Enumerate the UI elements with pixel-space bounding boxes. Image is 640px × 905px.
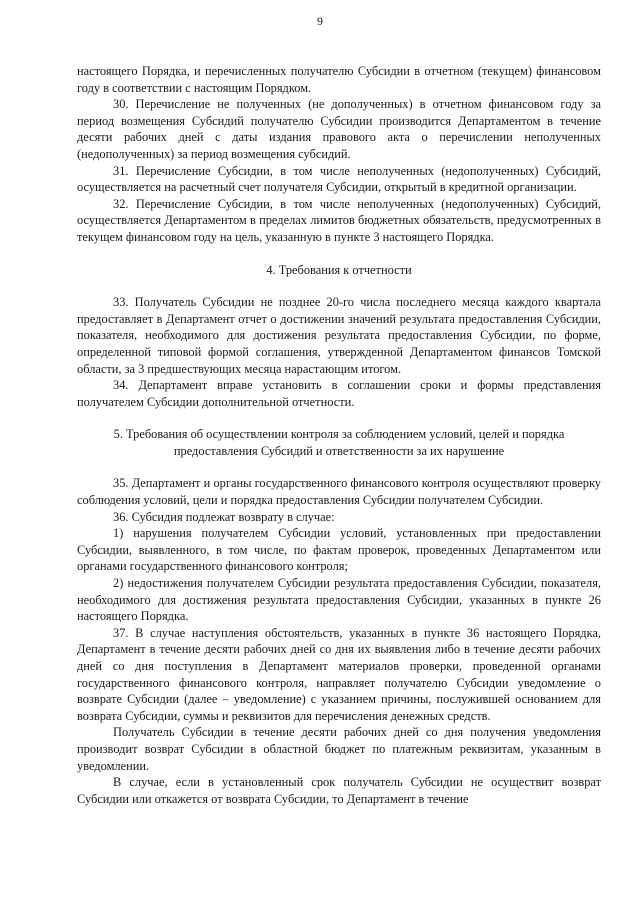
paragraph-33: 33. Получатель Субсидии не позднее 20-го числа последнего месяца каждого квартала предоставляет в Департамент отчет о достижении значений результата предоставления Субсидии, показателя, необходимого для достижения результата предоставления Субсидии, по форме, определенной типовой формой соглашения, утвержденной Департаментом финансов Томской области, за 3 предшествующих месяца нарастающим итогом. (77, 295, 601, 376)
paragraph-37: 37. В случае наступления обстоятельств, указанных в пункте 36 настоящего Порядка, Департамент в течение десяти рабочих дней со дня их выявления либо в течение десяти рабочих дней со дня поступления в Департамент материалов проверки, проведенной органами государственного финансового контроля, направляет получателю Субсидии уведомление о возврате Субсидии (далее – уведомление) с указанием причины, послужившей основанием для возврата Субсидии, суммы и реквизитов для перечисления денежных средств. (77, 625, 601, 723)
section-5-heading-line-2: предоставления Субсидий и ответственности за их нарушение (173, 443, 505, 458)
page-number: 9 (317, 14, 323, 28)
document-body (77, 63, 601, 807)
section-4-heading: 4. Требования к отчетности (266, 262, 412, 277)
paragraph-36-item-1: 1) нарушения получателем Субсидии условий, установленных при предоставлении Субсидии, выявленного, в том числе, по фактам проверок, проведенных Департаментом или органами государственного финансового контроля; (77, 526, 601, 574)
paragraph-37-return: Получатель Субсидии в течение десяти рабочих дней со дня получения уведомления производит возврат Субсидии в областной бюджет по платежным реквизитам, указанным в уведомлении. (77, 725, 601, 773)
paragraph-34: 34. Департамент вправе установить в соглашении сроки и формы представления получателем Субсидии дополнительной отчетности. (77, 378, 601, 409)
paragraph-37-refusal: В случае, если в установленный срок получатель Субсидии не осуществит возврат Субсидии или откажется от возврата Субсидии, то Департамент в течение (77, 775, 601, 806)
paragraph-continuation: настоящего Порядка, и перечисленных получателю Субсидии в отчетном (текущем) финансовом году в соответствии с настоящим Порядком. (77, 64, 601, 95)
section-5-heading (77, 426, 601, 459)
paragraph-32: 32. Перечисление Субсидии, в том числе неполученных (недополученных) Субсидий, осуществляется Департаментом в пределах лимитов бюджетных обязательств, предусмотренных в текущем финансовом году на цель, указанную в пункте 3 настоящего Порядка. (77, 196, 601, 244)
paragraph-35: 35. Департамент и органы государственного финансового контроля осуществляют проверку соблюдения условий, цели и порядка предоставления Субсидии получателем Субсидии. (77, 476, 601, 508)
paragraph-30: 30. Перечисление не полученных (не дополученных) в отчетном финансовом году за период возмещения Субсидий получателю Субсидии производится Департаментом в течение десяти рабочих дней с даты издания правового акта о перечислении неполученных (недополученных) за период возмещения субсидий. (77, 97, 601, 161)
paragraph-36-item-2: 2) недостижения получателем Субсидии результата предоставления Субсидии, показателя, необходимого для достижения результата предоставления Субсидии, указанных в пункте 26 настоящего Порядка. (77, 576, 601, 624)
paragraph-31: 31. Перечисление Субсидии, в том числе неполученных (недополученных) Субсидий, осуществляется на расчетный счет получателя Субсидии, открытый в кредитной организации. (77, 163, 601, 195)
paragraph-36: 36. Субсидия подлежат возврату в случае: (113, 509, 335, 524)
section-5-heading-line-1: 5. Требования об осуществлении контроля за соблюдением условий, целей и порядка (113, 427, 565, 442)
